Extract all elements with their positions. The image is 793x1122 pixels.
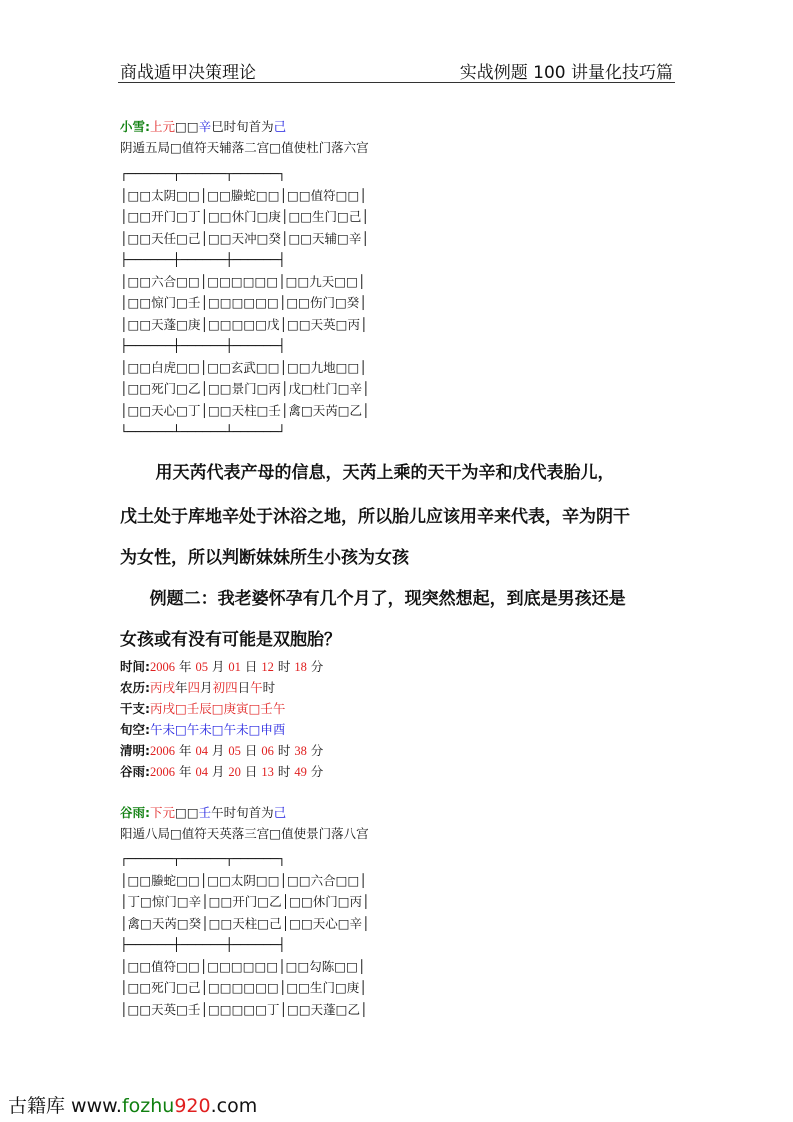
info-line-segment: 丙戌□壬辰□庚寅□壬午 — [150, 701, 286, 716]
info-line-segment: 05 — [228, 744, 241, 758]
footer-segment: .com — [210, 1095, 258, 1117]
header-rule — [118, 82, 675, 83]
info-line-segment: 干支: — [120, 701, 150, 716]
section1-subtitle: 阴遁五局□值符天辅落二宫□值使杜门落六宫 — [120, 140, 369, 155]
info-line-segment: 月 — [207, 743, 229, 758]
info-line-segment: 月 — [207, 764, 229, 779]
info-line-segment: 年 — [175, 764, 196, 779]
section2-title-segment: 谷雨: — [120, 805, 150, 820]
info-line — [120, 764, 323, 780]
body-paragraph-line: 女孩或有没有可能是双胞胎？ — [120, 630, 341, 650]
info-line-segment: 年 — [175, 743, 196, 758]
info-line-segment: 四 — [187, 680, 201, 695]
info-line-segment: 20 — [228, 765, 241, 779]
info-line-segment: 01 — [228, 660, 241, 674]
footer-segment: 古籍库 www. — [8, 1095, 122, 1117]
info-line-segment: 04 — [195, 744, 208, 758]
info-line-segment: 年 — [175, 680, 188, 695]
section1-grid-row: └──────┴──────┴──────┘ — [120, 424, 286, 439]
info-line-segment: 月 — [200, 680, 213, 695]
section2-title-segment: 壬 — [198, 805, 212, 820]
info-line-segment: 13 — [261, 765, 274, 779]
section1-grid-row: │□□白虎□□│□□玄武□□│□□九地□□│ — [120, 359, 367, 375]
info-line-segment: 丙戌 — [150, 680, 176, 695]
info-line-segment: 年 — [175, 659, 196, 674]
info-line-segment: 12 — [261, 660, 274, 674]
body-paragraph-line: 戊土处于库地辛处于沐浴之地，所以胎儿应该用辛来代表，辛为阴干 — [120, 507, 630, 527]
section2-grid-row: │□□死门□己│□□□□□□│□□生门□庚│ — [120, 980, 367, 995]
info-line-segment: 04 — [195, 765, 208, 779]
info-line — [120, 680, 275, 696]
section2-grid-row: │禽□天芮□癸│□□天柱□己│□□天心□辛│ — [120, 915, 370, 931]
section2-title-segment: 下元 — [150, 805, 176, 820]
info-line-segment: 2006 — [150, 765, 175, 779]
info-line-segment: 06 — [261, 744, 274, 758]
info-line-segment: 谷雨: — [120, 764, 150, 779]
info-line-segment: 38 — [294, 744, 307, 758]
body-paragraph-line: 为女性，所以判断妹妹所生小孩为女孩 — [120, 548, 409, 568]
info-line-segment: 分 — [306, 659, 324, 674]
section1-grid-row: ┌──────┬──────┬──────┐ — [120, 166, 286, 181]
info-line-segment: 分 — [306, 743, 324, 758]
section2-grid-row: │□□螣蛇□□│□□太阴□□│□□六合□□│ — [120, 872, 367, 888]
section2-grid-row: ┌──────┬──────┬──────┐ — [120, 851, 286, 866]
section1-grid-row: │□□天任□己│□□天冲□癸│□□天辅□辛│ — [120, 230, 369, 246]
section1-grid-row: │□□六合□□│□□□□□□│□□九天□□│ — [120, 273, 366, 289]
info-line-segment: 月 — [207, 659, 229, 674]
info-line — [120, 743, 323, 759]
footer-segment: fozhu — [121, 1095, 175, 1117]
section1-title-segment: 己 — [273, 119, 287, 134]
section2-title-segment: 午时旬首为 — [211, 805, 274, 820]
section1-grid-row: │□□天蓬□庚│□□□□□戊│□□天英□丙│ — [120, 316, 368, 332]
section1-grid-row: │□□开门□丁│□□休门□庚│□□生门□己│ — [120, 209, 369, 224]
info-line-segment: 日 — [240, 764, 262, 779]
body-paragraph-line: 例题二：我老婆怀孕有几个月了，现突然想起，到底是男孩还是 — [120, 589, 626, 609]
info-line-segment: 午 — [250, 680, 263, 695]
section1-grid-row: │□□太阴□□│□□螣蛇□□│□□值符□□│ — [120, 187, 367, 203]
footer-segment: 920 — [174, 1095, 211, 1117]
info-line-segment: 18 — [294, 660, 307, 674]
section1-title — [120, 119, 286, 135]
section1-grid-row: │□□惊门□壬│□□□□□□│□□伤门□癸│ — [120, 295, 367, 310]
info-line-segment: 时 — [273, 659, 295, 674]
info-line-segment: 日 — [240, 659, 262, 674]
section2-subtitle: 阳遁八局□值符天英落三宫□值使景门落八宫 — [120, 826, 369, 841]
info-line — [120, 659, 323, 675]
info-line — [120, 701, 285, 717]
section2-title-segment: 己 — [273, 805, 287, 820]
section2-grid-row: │□□值符□□│□□□□□□│□□勾陈□□│ — [120, 958, 366, 974]
section1-grid-row: ├──────┼──────┼──────┤ — [120, 252, 286, 267]
info-line-segment: 2006 — [150, 744, 175, 758]
section1-title-segment: 上元 — [150, 119, 176, 134]
info-line-segment: 旬空: — [120, 722, 150, 737]
info-line — [120, 722, 285, 738]
section2-title — [120, 805, 286, 821]
section1-title-segment: □□ — [175, 119, 199, 134]
section1-grid-row: │□□死门□乙│□□景门□丙│戊□杜门□辛│ — [120, 381, 370, 396]
section1-title-segment: 巳时旬首为 — [211, 119, 274, 134]
info-line-segment: 05 — [195, 660, 208, 674]
info-line-segment: 时 — [262, 680, 276, 695]
info-line-segment: 时 — [273, 743, 295, 758]
info-line-segment: 农历: — [120, 680, 150, 695]
info-line-segment: 2006 — [150, 660, 175, 674]
info-line-segment: 时 — [273, 764, 295, 779]
info-line-segment: 分 — [306, 764, 324, 779]
section1-title-segment: 小雪: — [120, 119, 150, 134]
info-line-segment: 时间: — [120, 659, 150, 674]
header-right-title: 实战例题 100 讲量化技巧篇 — [459, 63, 673, 83]
section2-grid-row: │□□天英□壬│□□□□□丁│□□天蓬□乙│ — [120, 1001, 368, 1017]
info-line-segment: 日 — [237, 680, 251, 695]
section2-title-segment: □□ — [175, 805, 199, 820]
footer-watermark — [8, 1091, 257, 1118]
section1-grid-row: ├──────┼──────┼──────┤ — [120, 338, 286, 353]
info-line-segment: 49 — [294, 765, 307, 779]
section2-grid-row: │丁□惊门□辛│□□开门□乙│□□休门□丙│ — [120, 894, 370, 909]
info-line-segment: 初四 — [212, 680, 238, 695]
info-line-segment: 日 — [240, 743, 262, 758]
section1-grid-row: │□□天心□丁│□□天柱□壬│禽□天芮□乙│ — [120, 402, 370, 418]
info-line-segment: 清明: — [120, 743, 150, 758]
body-paragraph-line: 用天芮代表产母的信息，天芮上乘的天干为辛和戊代表胎儿， — [120, 463, 615, 483]
section1-title-segment: 辛 — [198, 119, 212, 134]
info-line-segment: 午未□午未□午未□申酉 — [150, 722, 286, 737]
header-left-title: 商战遁甲决策理论 — [120, 63, 256, 83]
section2-grid-row: ├──────┼──────┼──────┤ — [120, 937, 286, 952]
